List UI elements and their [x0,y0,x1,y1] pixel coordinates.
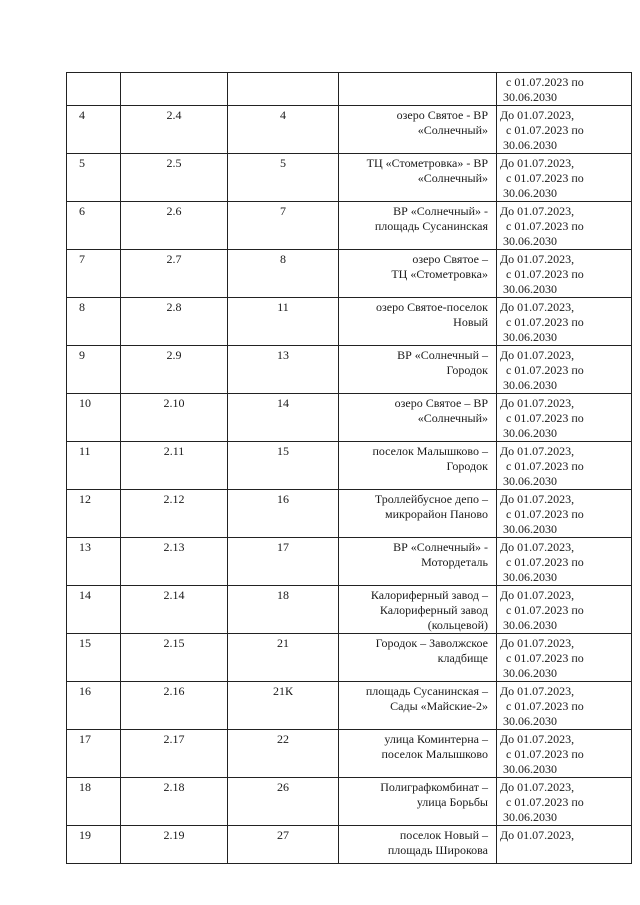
term-line: До 01.07.2023, [500,636,575,650]
row-number: 17 [79,732,91,746]
cell-name [339,346,497,394]
term-line: До 01.07.2023, [500,828,575,842]
term-line: с 01.07.2023 по [506,699,584,713]
row-number: 8 [79,300,85,314]
cell-num [67,826,121,864]
term-line: 30.06.2030 [503,522,557,536]
route-number: 4 [280,108,286,122]
term-line: с 01.07.2023 по [506,219,584,233]
cell-route [228,778,339,826]
cell-item [121,778,228,826]
term-line: 30.06.2030 [503,570,557,584]
cell-item [121,202,228,250]
route-name-line: озеро Святое – [412,252,488,266]
term-line: 30.06.2030 [503,282,557,296]
cell-route [228,106,339,154]
table-row-continuation [67,73,632,106]
cell-route [228,202,339,250]
route-name-line: микрорайон Паново [384,507,488,521]
route-number: 17 [277,540,289,554]
route-name-line: «Солнечный» [417,171,488,185]
cell-term [497,394,632,442]
cell-route [228,634,339,682]
row-number: 14 [79,588,91,602]
cell-route [228,682,339,730]
table-row [67,682,632,730]
cell-item [121,682,228,730]
row-number: 4 [79,108,85,122]
term-line: с 01.07.2023 по [506,315,584,329]
route-name-line: ТЦ «Стометровка» - ВР [366,156,488,170]
term-line: 30.06.2030 [503,138,557,152]
cell-item [121,106,228,154]
row-number: 18 [79,780,91,794]
term-line: До 01.07.2023, [500,492,575,506]
route-name-line: Новый [453,315,488,329]
route-name-line: Городок [446,459,488,473]
row-number: 15 [79,636,91,650]
item-number: 2.16 [163,684,185,698]
route-name-line: ВР «Солнечный – [397,348,488,362]
cell-route [228,826,339,864]
cell-name [339,778,497,826]
term-line: 30.06.2030 [503,426,557,440]
term-line: До 01.07.2023, [500,732,575,746]
cell-item [121,250,228,298]
term-line: 30.06.2030 [503,378,557,392]
route-name-line: Сады «Майские-2» [390,699,488,713]
route-name-line: поселок Новый – [399,828,488,842]
route-name-line: Калориферный завод – [370,588,488,602]
row-number: 13 [79,540,91,554]
term-line: с 01.07.2023 по [506,795,584,809]
route-number: 7 [280,204,286,218]
cell-num [67,298,121,346]
cell-route [228,346,339,394]
routes-table-body [67,73,632,864]
term-line: До 01.07.2023, [500,348,575,362]
cell-item [121,73,228,106]
route-name-line: улица Коминтерна – [384,732,488,746]
term-line: 30.06.2030 [503,234,557,248]
cell-num [67,106,121,154]
cell-num [67,73,121,106]
item-number: 2.5 [166,156,182,170]
route-name-line: ВР «Солнечный» - [393,540,488,554]
route-number: 14 [277,396,289,410]
cell-route [228,490,339,538]
term-line: До 01.07.2023, [500,588,575,602]
cell-item [121,394,228,442]
route-name-line: озеро Святое-поселок [376,300,488,314]
term-line: До 01.07.2023, [500,780,575,794]
cell-name [339,106,497,154]
cell-num [67,202,121,250]
cell-term [497,538,632,586]
cell-name [339,826,497,864]
item-number: 2.8 [166,300,182,314]
table-row [67,346,632,394]
term-line: 30.06.2030 [503,330,557,344]
cell-term [497,730,632,778]
table-row [67,250,632,298]
cell-name [339,490,497,538]
term-line: До 01.07.2023, [500,300,575,314]
cell-item [121,154,228,202]
cell-term [497,106,632,154]
cell-term [497,346,632,394]
cell-num [67,778,121,826]
term-line: До 01.07.2023, [500,444,575,458]
cell-route [228,730,339,778]
route-name-line: озеро Святое - ВР [396,108,488,122]
cell-num [67,346,121,394]
cell-term [497,490,632,538]
table-row [67,538,632,586]
route-name-line: ВР «Солнечный» - [393,204,488,218]
term-line: с 01.07.2023 по [506,171,584,185]
table-row [67,202,632,250]
cell-num [67,442,121,490]
route-number: 15 [277,444,289,458]
cell-name [339,298,497,346]
cell-num [67,490,121,538]
cell-num [67,634,121,682]
route-name-line: Калориферный завод [379,603,488,617]
route-name-line: «Солнечный» [417,123,488,137]
term-line: До 01.07.2023, [500,396,575,410]
cell-route [228,298,339,346]
cell-name [339,730,497,778]
route-name-line: ТЦ «Стометровка» [391,267,488,281]
cell-name [339,394,497,442]
item-number: 2.12 [163,492,185,506]
row-number: 19 [79,828,91,842]
cell-num [67,586,121,634]
term-line: с 01.07.2023 по [506,411,584,425]
table-row [67,394,632,442]
route-number: 21К [272,684,293,698]
row-number: 16 [79,684,91,698]
route-name-line: кладбище [437,651,488,665]
table-row [67,154,632,202]
cell-num [67,154,121,202]
cell-term [497,442,632,490]
cell-item [121,730,228,778]
route-name-line: Троллейбусное депо – [374,492,488,506]
table-row [67,634,632,682]
route-name-line: Городок [446,363,488,377]
cell-name [339,73,497,106]
item-number: 2.11 [163,444,185,458]
item-number: 2.4 [166,108,182,122]
term-line: с 01.07.2023 по [506,459,584,473]
cell-term [497,202,632,250]
item-number: 2.10 [163,396,185,410]
item-number: 2.18 [163,780,185,794]
cell-route [228,73,339,106]
cell-term [497,298,632,346]
item-number: 2.19 [163,828,185,842]
cell-name [339,154,497,202]
term-line: с 01.07.2023 по [506,603,584,617]
route-name-line: озеро Святое – ВР [394,396,488,410]
table-row [67,490,632,538]
cell-term [497,73,632,106]
term-line: 30.06.2030 [503,474,557,488]
row-number: 6 [79,204,85,218]
route-name-line: Городок – Заволжское [375,636,488,650]
route-number: 5 [280,156,286,170]
term-line: 30.06.2030 [503,186,557,200]
row-number: 5 [79,156,85,170]
term-line: 30.06.2030 [503,90,557,104]
cell-term [497,826,632,864]
term-line: До 01.07.2023, [500,252,575,266]
term-line: До 01.07.2023, [500,540,575,554]
route-number: 21 [277,636,289,650]
cell-route [228,538,339,586]
route-number: 8 [280,252,286,266]
cell-route [228,442,339,490]
cell-route [228,586,339,634]
term-line: с 01.07.2023 по [506,75,584,89]
route-number: 16 [277,492,289,506]
route-name-line: поселок Малышково [381,747,488,761]
term-line: До 01.07.2023, [500,108,575,122]
cell-item [121,490,228,538]
row-number: 7 [79,252,85,266]
route-name-line: Мотордеталь [421,555,488,569]
route-name-line: (кольцевой) [427,618,488,632]
term-line: 30.06.2030 [503,618,557,632]
table-row [67,586,632,634]
cell-term [497,250,632,298]
table-row [67,106,632,154]
table-row [67,442,632,490]
item-number: 2.15 [163,636,185,650]
cell-item [121,634,228,682]
cell-item [121,826,228,864]
table-row [67,730,632,778]
route-name-line: «Солнечный» [417,411,488,425]
cell-item [121,298,228,346]
term-line: с 01.07.2023 по [506,363,584,377]
term-line: До 01.07.2023, [500,204,575,218]
route-name-line: площадь Сусанинская – [365,684,488,698]
route-name-line: площадь Широкова [387,843,488,857]
cell-name [339,250,497,298]
term-line: с 01.07.2023 по [506,267,584,281]
cell-term [497,634,632,682]
routes-table [66,72,632,864]
route-number: 22 [277,732,289,746]
cell-name [339,538,497,586]
route-number: 26 [277,780,289,794]
cell-route [228,154,339,202]
cell-term [497,154,632,202]
route-name-line: площадь Сусанинская [374,219,488,233]
cell-num [67,538,121,586]
cell-item [121,346,228,394]
cell-route [228,250,339,298]
row-number: 11 [79,444,91,458]
term-line: До 01.07.2023, [500,156,575,170]
term-line: с 01.07.2023 по [506,747,584,761]
item-number: 2.6 [166,204,182,218]
row-number: 10 [79,396,91,410]
row-number: 9 [79,348,85,362]
cell-name [339,202,497,250]
cell-item [121,586,228,634]
item-number: 2.17 [163,732,185,746]
cell-name [339,442,497,490]
cell-term [497,586,632,634]
cell-num [67,394,121,442]
cell-route [228,394,339,442]
item-number: 2.13 [163,540,185,554]
cell-name [339,682,497,730]
route-name-line: улица Борьбы [416,795,488,809]
table-row [67,826,632,864]
item-number: 2.9 [166,348,182,362]
table-row [67,298,632,346]
cell-name [339,634,497,682]
term-line: 30.06.2030 [503,714,557,728]
row-number: 12 [79,492,91,506]
route-name-line: поселок Малышково – [372,444,488,458]
cell-item [121,442,228,490]
term-line: 30.06.2030 [503,666,557,680]
route-number: 13 [277,348,289,362]
term-line: До 01.07.2023, [500,684,575,698]
term-line: 30.06.2030 [503,810,557,824]
item-number: 2.7 [166,252,182,266]
cell-num [67,250,121,298]
cell-term [497,778,632,826]
cell-item [121,538,228,586]
term-line: с 01.07.2023 по [506,555,584,569]
term-line: 30.06.2030 [503,762,557,776]
cell-name [339,586,497,634]
table-row [67,778,632,826]
route-number: 18 [277,588,289,602]
item-number: 2.14 [163,588,185,602]
route-number: 27 [277,828,289,842]
route-number: 11 [277,300,289,314]
term-line: с 01.07.2023 по [506,123,584,137]
cell-num [67,730,121,778]
route-name-line: Полиграфкомбинат – [380,780,488,794]
term-line: с 01.07.2023 по [506,507,584,521]
cell-term [497,682,632,730]
cell-num [67,682,121,730]
term-line: с 01.07.2023 по [506,651,584,665]
